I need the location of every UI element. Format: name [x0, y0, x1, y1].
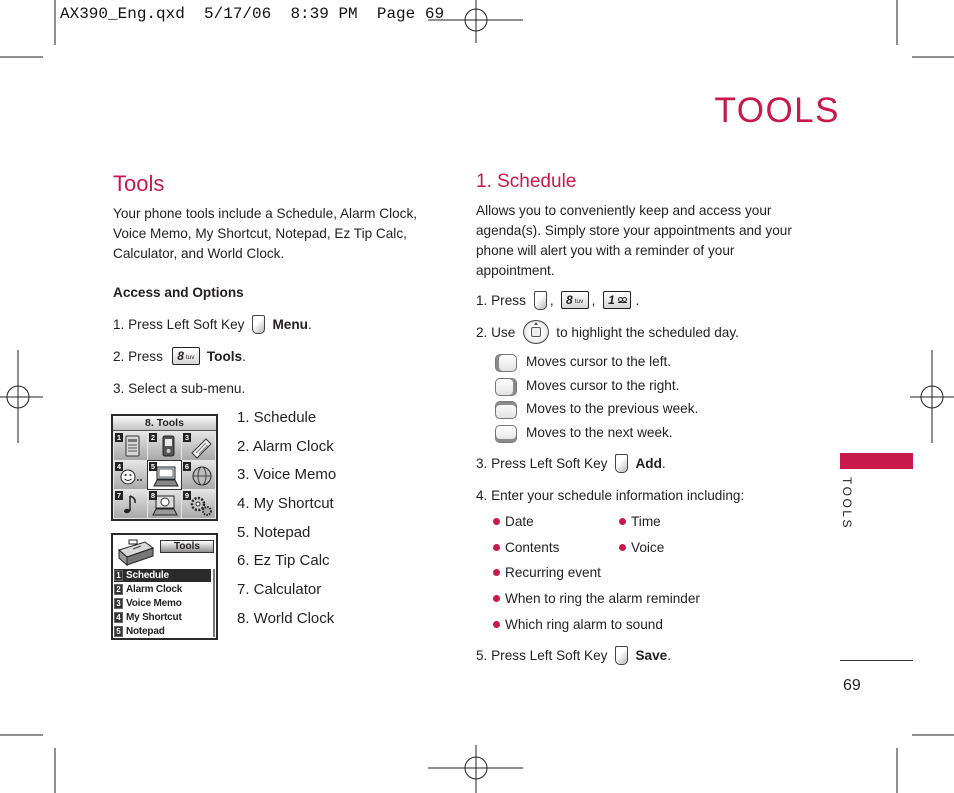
- key-digit: 8: [177, 349, 184, 363]
- step-text: 3. Press Left Soft Key: [476, 455, 608, 471]
- list-screen-title: Tools: [160, 540, 214, 553]
- submenu-item: 1. Schedule: [237, 409, 317, 426]
- grid-cell-my-shortcut: [114, 461, 147, 489]
- cell-number-badge: 4: [116, 462, 122, 471]
- list-label: Schedule: [126, 570, 169, 581]
- key-1-voicemail-icon: [603, 291, 631, 309]
- cell-number-badge: 3: [184, 433, 190, 442]
- left-step-1: [113, 314, 312, 334]
- bullet-icon: [493, 569, 500, 576]
- list-row-voice-memo: [114, 597, 211, 610]
- submenu-item: 5. Notepad: [237, 523, 311, 541]
- field-recurring-event: Recurring event: [505, 565, 601, 580]
- section-tab: [840, 453, 913, 469]
- list-row-notepad: [114, 625, 211, 638]
- move-text: Moves to the next week.: [526, 425, 673, 441]
- step-end: .: [667, 647, 672, 663]
- cell-number-badge: 9: [184, 491, 190, 500]
- footer-rule: [840, 660, 913, 661]
- list-row-alarm-clock: [114, 583, 211, 596]
- submenu-item: 3. Voice Memo: [237, 466, 337, 484]
- bullet-icon: [493, 595, 500, 602]
- cell-number-badge: 2: [150, 433, 156, 442]
- print-slug: AX390_Eng.qxd 5/17/06 8:39 PM Page 69: [60, 5, 445, 23]
- grid-cell-voice-memo: [182, 432, 215, 460]
- left-soft-key-icon: [252, 315, 265, 334]
- intro-line: phone will alert you with a reminder of your: [476, 243, 735, 258]
- nav-left-icon: [495, 354, 517, 372]
- navigation-key-icon: [523, 320, 549, 344]
- key-digit: 1: [608, 293, 615, 307]
- cell-number-badge: 5: [150, 462, 156, 471]
- key-letters: tuv: [185, 354, 195, 361]
- move-text: Moves to the previous week.: [526, 401, 699, 417]
- step-text: 1. Press Left Soft Key: [113, 316, 245, 332]
- list-label: Notepad: [126, 626, 165, 637]
- step-text: 5. Press Left Soft Key: [476, 647, 608, 663]
- step-text: 4. Enter your schedule information including:: [476, 487, 745, 503]
- tools-submenu-list: [237, 408, 336, 638]
- left-soft-key-icon: [534, 291, 547, 310]
- right-step-3: [476, 453, 666, 473]
- tools-heading: Tools: [113, 171, 165, 196]
- section-tab-label: TOOLS: [840, 477, 854, 530]
- nav-right-icon: [495, 378, 517, 396]
- key-8-tuv-icon: [172, 347, 200, 365]
- bullet-icon: [493, 621, 500, 628]
- tools-list-screen: [111, 533, 218, 640]
- field-ring-alarm: Which ring alarm to sound: [505, 617, 663, 632]
- list-label: Alarm Clock: [126, 584, 183, 595]
- right-step-1: [476, 290, 639, 310]
- intro-line: Your phone tools include a Schedule, Alarm Clock,: [113, 206, 418, 221]
- key-letters: tuv: [574, 298, 584, 305]
- tools-intro: [113, 204, 417, 264]
- submenu-item: 4. My Shortcut: [237, 495, 334, 513]
- key-8-tuv-icon: [561, 291, 589, 309]
- grid-cell-9: [182, 490, 215, 518]
- step-text: 2. Press: [113, 348, 163, 364]
- tools-grid-screen: [111, 414, 218, 521]
- separator: ,: [591, 292, 596, 308]
- list-number-badge: 1: [114, 570, 123, 581]
- cell-number-badge: 6: [184, 462, 190, 471]
- page-title: TOOLS: [714, 91, 840, 130]
- page-number: 69: [843, 677, 861, 694]
- bullet-icon: [619, 544, 626, 551]
- voicemail-icon: [618, 297, 627, 303]
- schedule-intro: [476, 201, 792, 281]
- field-alarm-reminder: When to ring the alarm reminder: [505, 591, 700, 606]
- save-label: Save: [635, 647, 668, 663]
- right-step-4: [476, 485, 744, 505]
- grid-screen-title: 8. Tools: [113, 416, 216, 431]
- field-time: Time: [631, 514, 661, 529]
- left-step-2: [113, 346, 246, 366]
- list-row-schedule: [114, 569, 211, 582]
- schedule-heading: 1. Schedule: [476, 171, 577, 192]
- left-soft-key-icon: [615, 646, 628, 665]
- step-text: 1. Press: [476, 292, 526, 308]
- list-number-badge: 4: [114, 612, 123, 623]
- menu-label: Menu: [272, 316, 308, 332]
- step-end: .: [635, 292, 640, 308]
- step-text: 2. Use: [476, 324, 516, 340]
- cell-number-badge: 1: [116, 433, 122, 442]
- grid-cell-world-clock: [148, 490, 181, 518]
- list-number-badge: 3: [114, 598, 123, 609]
- list-label: My Shortcut: [126, 612, 182, 623]
- bullet-icon: [493, 544, 500, 551]
- intro-line: appointment.: [476, 263, 555, 278]
- list-row-my-shortcut: [114, 611, 211, 624]
- list-scrollbar: [213, 569, 215, 637]
- grid-cell-calculator: [114, 490, 147, 518]
- list-label: Voice Memo: [126, 598, 182, 609]
- step-text: 3. Select a sub-menu.: [113, 380, 246, 396]
- left-soft-key-icon: [615, 454, 628, 473]
- right-step-2: [476, 320, 739, 344]
- grid-cell-ez-tip-calc: [182, 461, 215, 489]
- step-end: .: [307, 316, 312, 332]
- submenu-item: 8. World Clock: [237, 609, 335, 627]
- add-label: Add: [635, 455, 662, 471]
- field-contents: Contents: [505, 540, 560, 555]
- field-date: Date: [505, 514, 534, 529]
- bullet-icon: [493, 518, 500, 525]
- submenu-item: 2. Alarm Clock: [237, 437, 334, 455]
- left-step-3: [113, 378, 245, 398]
- access-options-heading: Access and Options: [113, 285, 244, 300]
- cell-number-badge: 8: [150, 491, 156, 500]
- intro-line: Allows you to conveniently keep and access your: [476, 203, 772, 218]
- bullet-icon: [619, 518, 626, 525]
- move-text: Moves cursor to the left.: [526, 354, 672, 369]
- field-voice: Voice: [631, 540, 665, 555]
- nav-down-icon: [495, 425, 517, 443]
- submenu-item: 7. Calculator: [237, 581, 322, 599]
- intro-line: Voice Memo, My Shortcut, Notepad, Ez Tip Calc,: [113, 226, 407, 241]
- nav-up-icon: [495, 401, 517, 419]
- step-end: .: [661, 455, 666, 471]
- move-text: Moves cursor to the right.: [526, 377, 680, 393]
- intro-line: Calculator, and World Clock.: [113, 246, 285, 261]
- step-end: .: [242, 348, 246, 364]
- separator: ,: [549, 292, 554, 308]
- list-number-badge: 2: [114, 584, 123, 595]
- list-number-badge: 5: [114, 626, 123, 637]
- tools-icon-grid: [114, 432, 215, 518]
- grid-cell-notepad: [148, 461, 181, 489]
- cell-number-badge: 7: [116, 491, 122, 500]
- submenu-item: 6. Ez Tip Calc: [237, 552, 330, 570]
- intro-line: agenda(s). Simply store your appointments and your: [476, 223, 792, 238]
- tools-label: Tools: [206, 348, 243, 364]
- key-digit: 8: [565, 293, 573, 307]
- right-step-5: [476, 645, 671, 665]
- grid-cell-alarm-clock: [148, 432, 181, 460]
- grid-cell-schedule: [114, 432, 147, 460]
- toolbox-icon: [115, 536, 157, 567]
- step-text: to highlight the scheduled day.: [556, 324, 739, 340]
